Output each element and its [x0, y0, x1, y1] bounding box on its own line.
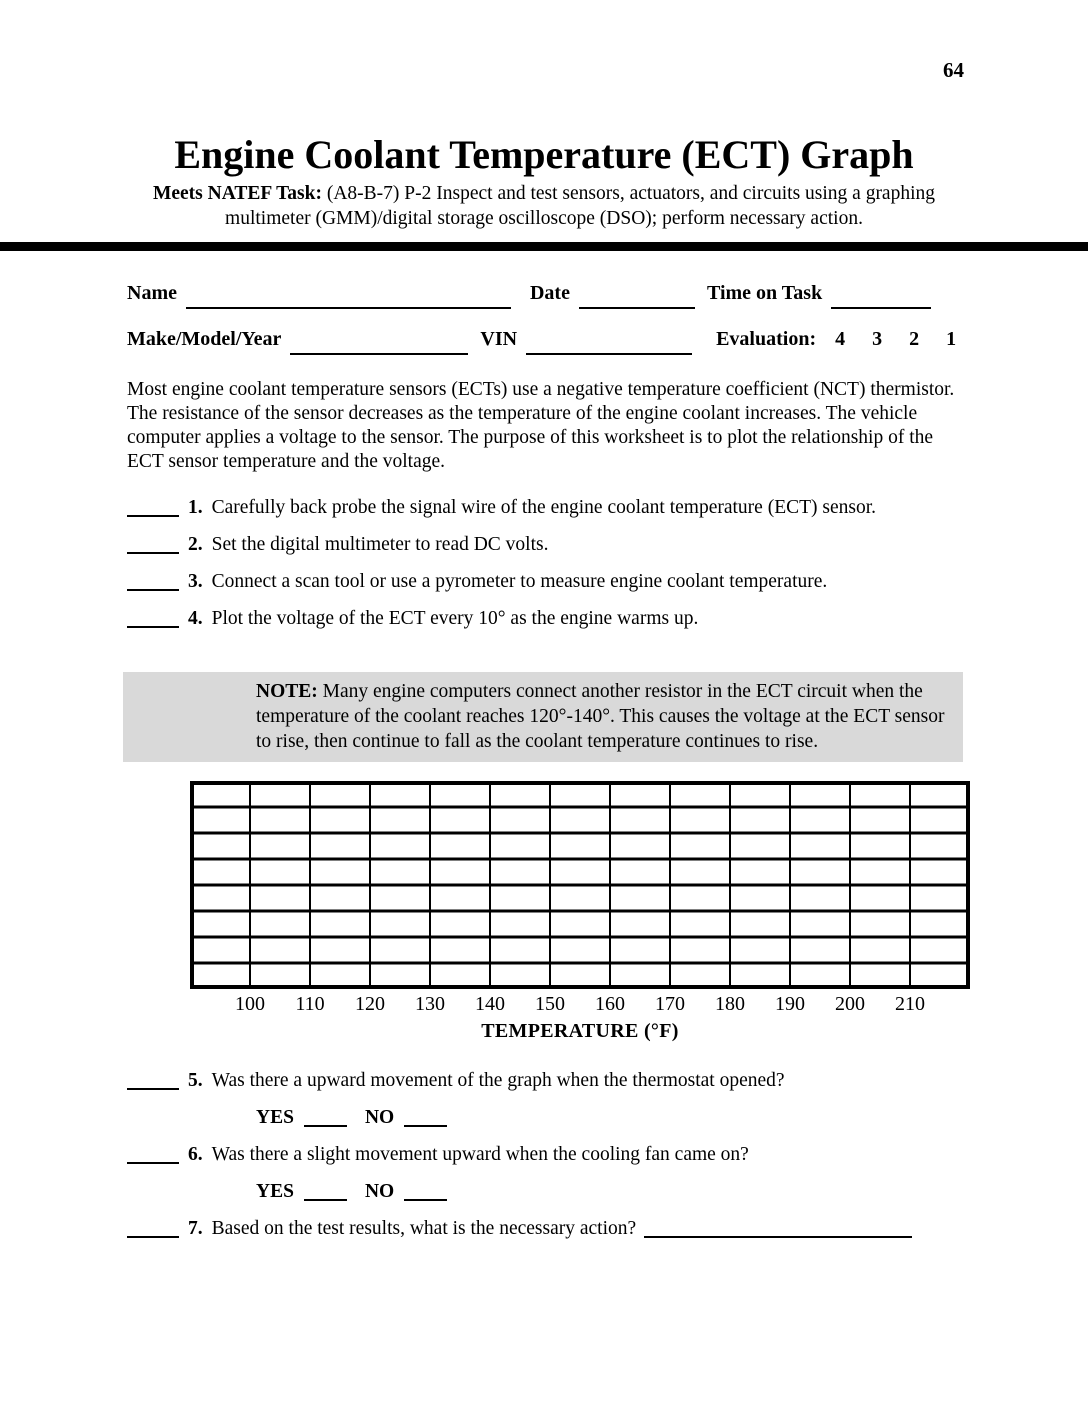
step-number: 2. [188, 534, 203, 555]
x-tick-label: 170 [655, 993, 685, 1015]
step-text: Carefully back probe the signal wire of the engine coolant temperature (ECT) sensor. [211, 497, 877, 518]
x-tick-label: 110 [295, 993, 325, 1015]
step-number: 4. [188, 608, 203, 629]
make-model-year-blank[interactable] [290, 335, 468, 355]
steps-list [127, 496, 958, 631]
question-blank[interactable] [127, 1144, 179, 1164]
yes-label: YES [256, 1107, 294, 1128]
evaluation-option[interactable]: 4 [835, 328, 846, 350]
questions-list [127, 1069, 958, 1241]
question-row [127, 1143, 958, 1167]
time-on-task-label: Time on Task [706, 282, 823, 304]
note-text: Many engine computers connect another resistor in the ECT circuit when the temperature of the coolant reaches 120°-140°. This causes the voltage at the ECT sensor to rise, then continue to fall as the coolant temperature continues to rise. [256, 681, 945, 752]
graph-section [190, 781, 970, 1043]
x-tick-label: 120 [355, 993, 385, 1015]
x-tick-label: 130 [415, 993, 445, 1015]
natef-task-line [128, 181, 960, 231]
no-label: NO [364, 1181, 395, 1202]
step-row [127, 496, 958, 520]
question-row [127, 1069, 958, 1093]
yes-label: YES [256, 1181, 294, 1202]
evaluation-option[interactable]: 3 [872, 328, 883, 350]
question-number: 5. [188, 1070, 203, 1091]
date-blank[interactable] [579, 289, 695, 309]
step-number: 3. [188, 571, 203, 592]
step-blank[interactable] [127, 497, 179, 517]
x-tick-label: 200 [835, 993, 865, 1015]
x-tick-label: 190 [775, 993, 805, 1015]
form-row-vehicle [127, 328, 958, 351]
step-row [127, 607, 958, 631]
answer-blank[interactable] [644, 1218, 912, 1238]
evaluation-option[interactable]: 2 [909, 328, 920, 350]
question-blank[interactable] [127, 1070, 179, 1090]
evaluation-option[interactable]: 1 [946, 328, 957, 350]
question-number: 6. [188, 1144, 203, 1165]
step-blank[interactable] [127, 534, 179, 554]
step-text: Set the digital multimeter to read DC volts. [211, 534, 549, 555]
yes-no-row [256, 1106, 958, 1130]
step-blank[interactable] [127, 571, 179, 591]
divider-rule [0, 242, 1088, 251]
x-tick-label: 180 [715, 993, 745, 1015]
question-blank[interactable] [127, 1218, 179, 1238]
step-number: 1. [188, 497, 203, 518]
step-text: Connect a scan tool or use a pyrometer to measure engine coolant temperature. [211, 571, 828, 592]
page-number: 64 [943, 58, 964, 82]
question-text: Was there a upward movement of the graph when the thermostat opened? [211, 1070, 785, 1091]
step-blank[interactable] [127, 608, 179, 628]
name-blank[interactable] [186, 289, 511, 309]
no-blank[interactable] [404, 1181, 447, 1201]
no-label: NO [364, 1107, 395, 1128]
name-label: Name [127, 282, 177, 304]
yes-blank[interactable] [304, 1107, 347, 1127]
step-row [127, 570, 958, 594]
question-number: 7. [188, 1218, 203, 1239]
question-text: Based on the test results, what is the necessary action? [211, 1218, 637, 1239]
no-blank[interactable] [404, 1107, 447, 1127]
intro-paragraph: Most engine coolant temperature sensors (ECTs) use a negative temperature coefficient (NCT) thermistor. The resistance of the sensor decreases as the temperature of the engine coolant increases. The vehicle computer applies a voltage to the sensor. The purpose of this worksheet is to plot the relationship of the ECT sensor temperature and the voltage. [127, 379, 955, 472]
natef-task-text: (A8-B-7) P-2 Inspect and test sensors, actuators, and circuits using a graphing multimeter (GMM)/digital storage oscilloscope (DSO); perform necessary action. [225, 183, 936, 229]
date-label: Date [529, 282, 570, 304]
x-tick-label: 160 [595, 993, 625, 1015]
step-row [127, 533, 958, 557]
x-tick-label: 210 [895, 993, 925, 1015]
note-label: NOTE: [256, 681, 318, 702]
yes-no-row [256, 1180, 958, 1204]
x-tick-label: 140 [475, 993, 505, 1015]
yes-blank[interactable] [304, 1181, 347, 1201]
time-on-task-blank[interactable] [831, 289, 931, 309]
evaluation-label: Evaluation: [716, 328, 817, 350]
grid-lines-svg [190, 781, 970, 989]
make-model-year-label: Make/Model/Year [127, 328, 282, 350]
step-text: Plot the voltage of the ECT every 10° as the engine warms up. [211, 608, 699, 629]
note-box [123, 672, 963, 762]
vin-label: VIN [480, 328, 518, 350]
vin-blank[interactable] [526, 335, 692, 355]
page-title: Engine Coolant Temperature (ECT) Graph [174, 132, 914, 177]
question-row [127, 1217, 958, 1241]
form-row-identity [127, 282, 958, 305]
x-axis-title: TEMPERATURE (°F) [481, 1020, 679, 1042]
x-tick-label: 100 [235, 993, 265, 1015]
x-axis-ticks [190, 989, 970, 1017]
natef-task-label: Meets NATEF Task: [152, 183, 322, 204]
x-tick-label: 150 [535, 993, 565, 1015]
question-text: Was there a slight movement upward when the cooling fan came on? [211, 1144, 749, 1165]
evaluation-options [835, 328, 956, 351]
ect-graph-grid[interactable] [190, 781, 970, 989]
